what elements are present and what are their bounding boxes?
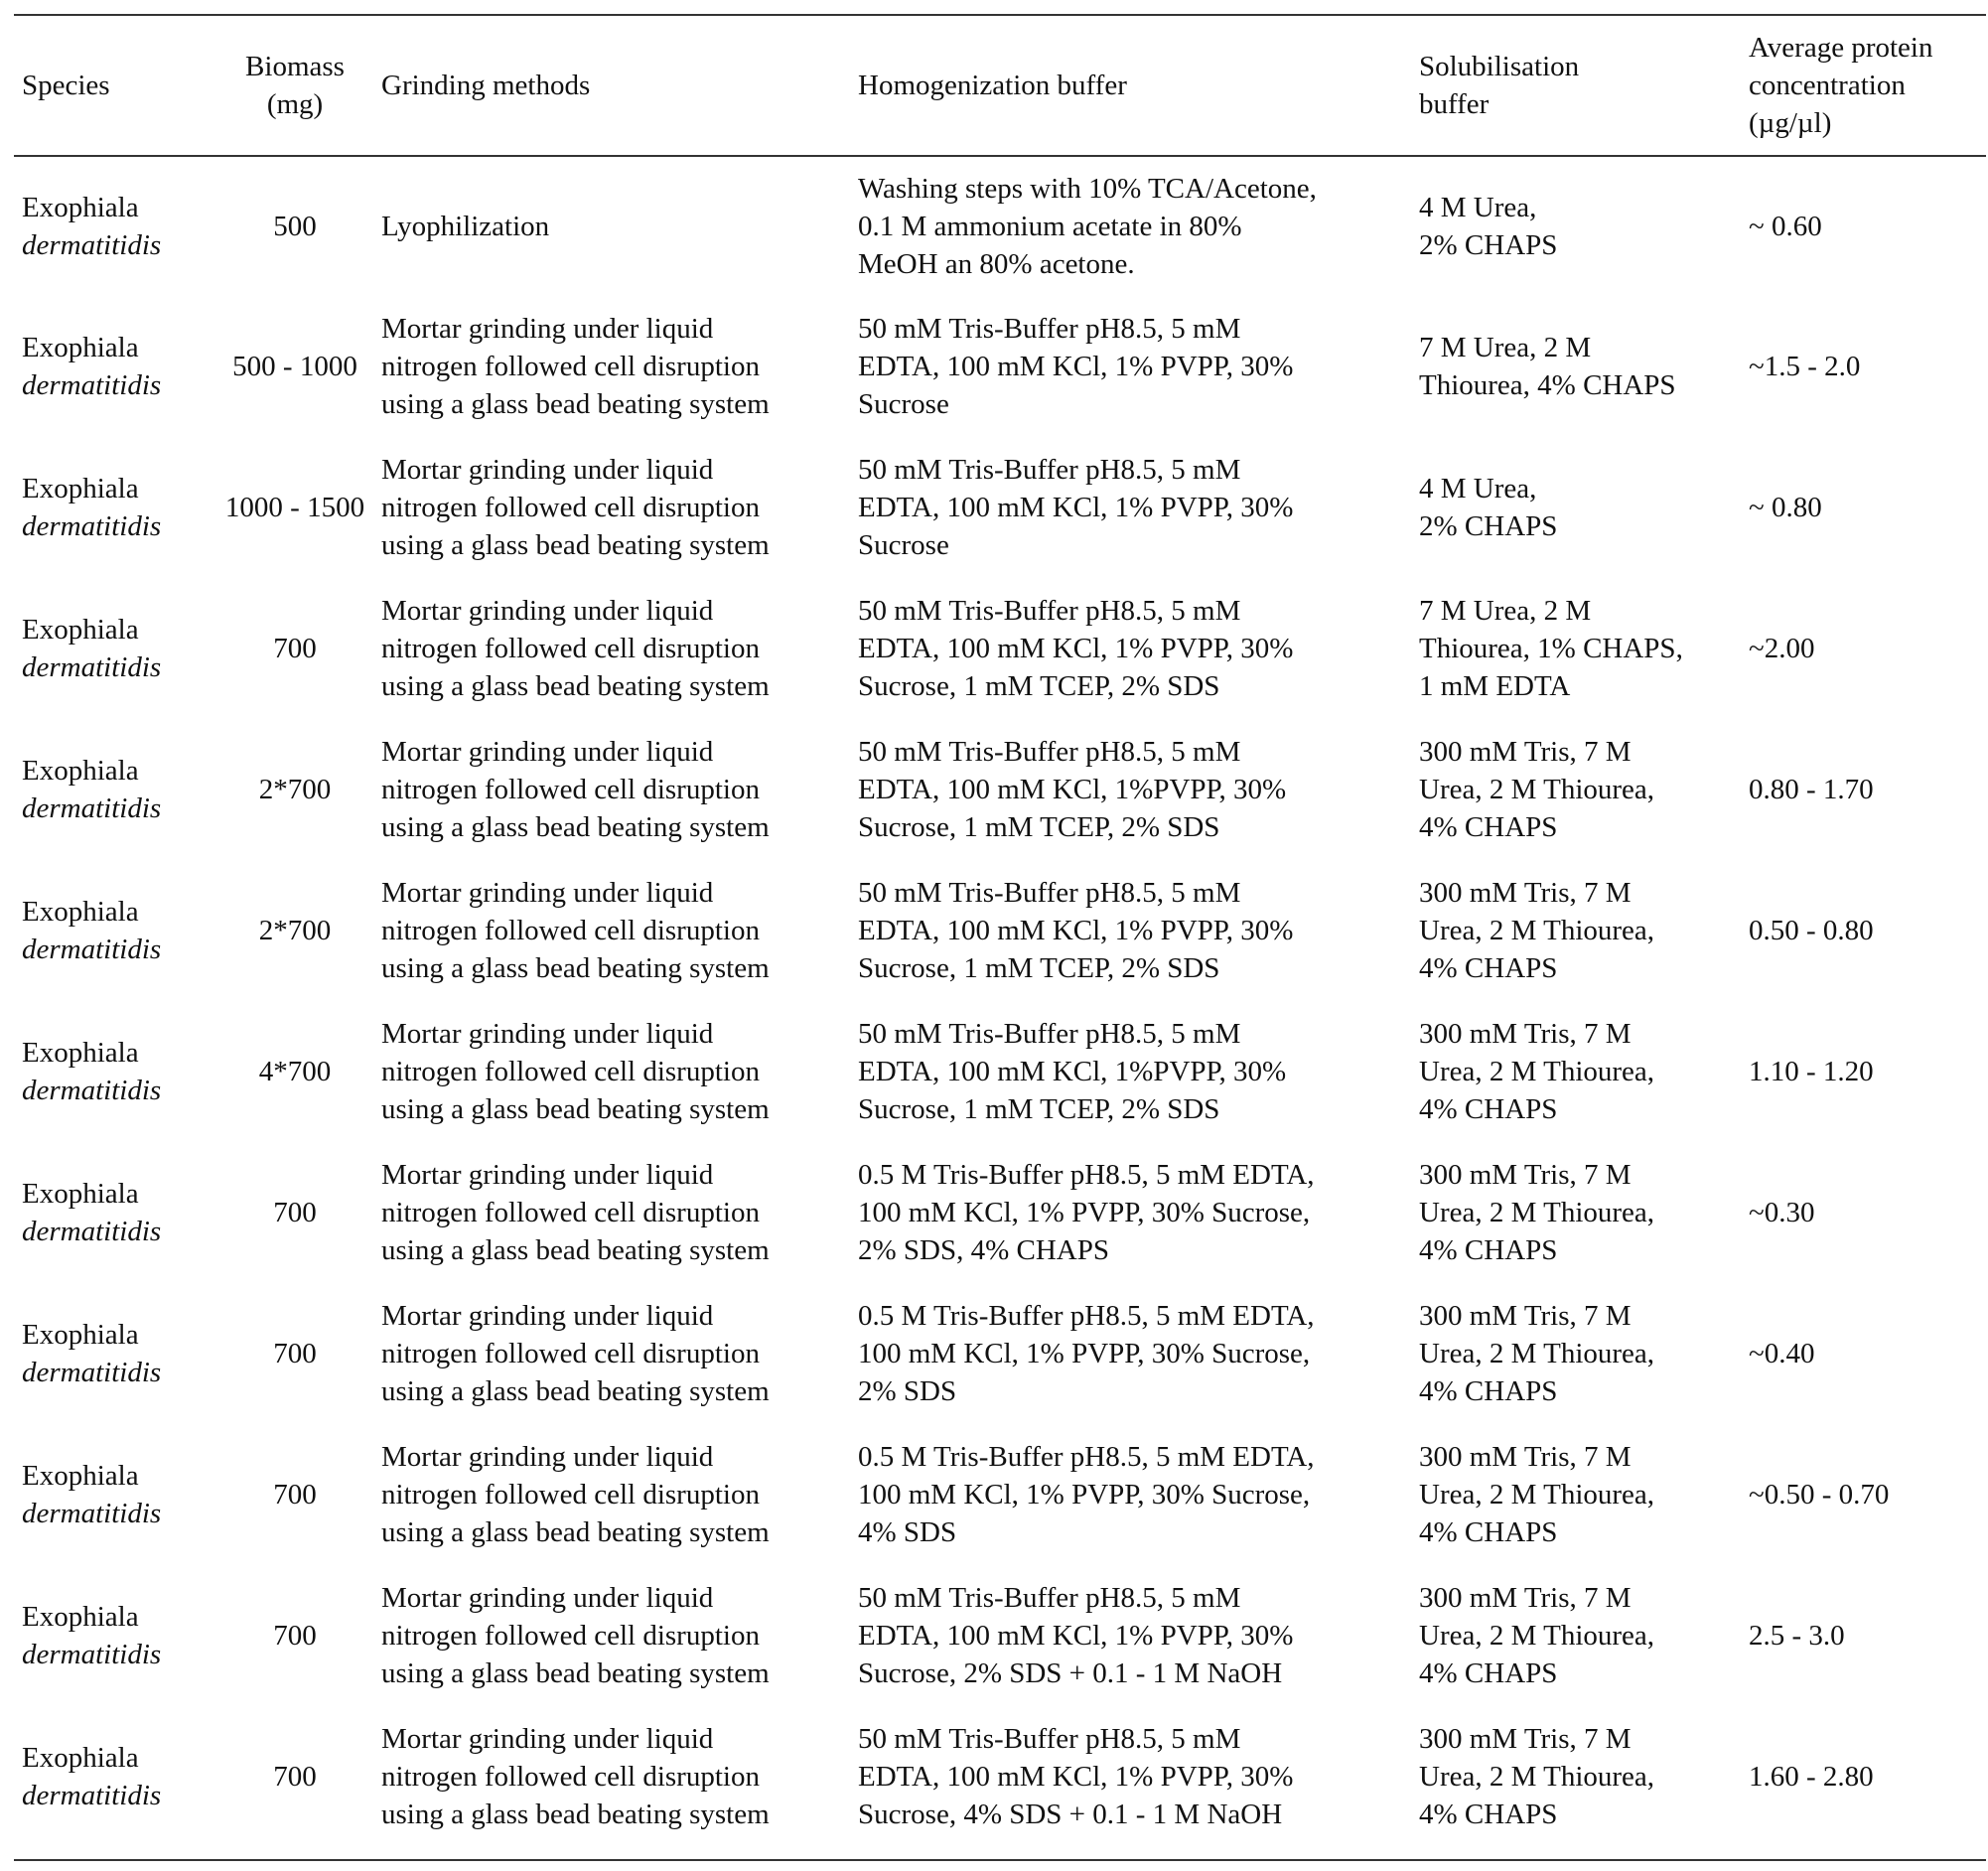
cell-solubilisation-buffer [1419,1142,1752,1283]
species-epithet: dermatitidis [22,229,162,261]
cell-solubilisation-buffer [1419,1001,1752,1142]
cell-grinding-method [381,1283,858,1424]
cell-solubilisation-buffer [1419,860,1752,1001]
cell-grinding-method-text: Mortar grinding under liquid nitrogen followed cell disruption using a glass bead beating system [381,595,770,702]
cell-biomass [211,719,379,860]
species-epithet: dermatitidis [22,1780,162,1811]
cell-solubilisation-buffer [1419,1706,1752,1847]
table-body [14,157,1986,1847]
cell-homogenization-buffer-text: 50 mM Tris-Buffer pH8.5, 5 mM EDTA, 100 mM KCl, 1% PVPP, 30% Sucrose, 4% SDS + 0.1 - 1 M NaOH [858,1723,1294,1830]
species-genus: Exophiala [22,1037,139,1069]
cell-protein-concentration [1749,1424,1986,1565]
cell-species [22,578,211,719]
header-homogenization-buffer: Homogenization buffer [858,70,1127,101]
species-genus: Exophiala [22,1601,139,1633]
cell-homogenization-buffer [858,1283,1424,1424]
table-header [14,16,1986,155]
species-genus: Exophiala [22,1319,139,1351]
cell-biomass-text: 700 [273,1197,317,1228]
cell-solubilisation-buffer-text: 4 M Urea, 2% CHAPS [1419,473,1558,542]
cell-biomass [211,860,379,1001]
cell-grinding-method-text: Mortar grinding under liquid nitrogen followed cell disruption using a glass bead beating system [381,454,770,561]
species-epithet: dermatitidis [22,1498,162,1529]
cell-protein-concentration [1749,1283,1986,1424]
cell-grinding-method-text: Mortar grinding under liquid nitrogen followed cell disruption using a glass bead beating system [381,1018,770,1125]
table-row [14,1283,1986,1424]
cell-protein-concentration-text: ~2.00 [1749,633,1815,664]
cell-homogenization-buffer-text: 50 mM Tris-Buffer pH8.5, 5 mM EDTA, 100 mM KCl, 1%PVPP, 30% Sucrose, 1 mM TCEP, 2% SDS [858,1018,1287,1125]
table-row [14,437,1986,578]
cell-homogenization-buffer [858,719,1424,860]
cell-homogenization-buffer-text: 50 mM Tris-Buffer pH8.5, 5 mM EDTA, 100 mM KCl, 1% PVPP, 30% Sucrose [858,313,1294,420]
cell-solubilisation-buffer-text: 7 M Urea, 2 M Thiourea, 4% CHAPS [1419,332,1676,401]
cell-homogenization-buffer [858,437,1424,578]
cell-protein-concentration-text: ~ 0.80 [1749,492,1822,523]
species-genus: Exophiala [22,1178,139,1210]
cell-biomass [211,1706,379,1847]
cell-biomass-text: 500 - 1000 [232,351,357,382]
cell-protein-concentration [1749,1001,1986,1142]
species-epithet: dermatitidis [22,1639,162,1670]
cell-homogenization-buffer-text: 50 mM Tris-Buffer pH8.5, 5 mM EDTA, 100 mM KCl, 1% PVPP, 30% Sucrose [858,454,1294,561]
cell-grinding-method-text: Mortar grinding under liquid nitrogen followed cell disruption using a glass bead beating system [381,313,770,420]
cell-solubilisation-buffer-text: 300 mM Tris, 7 M Urea, 2 M Thiourea, 4% CHAPS [1419,1018,1655,1125]
cell-protein-concentration-text: 0.80 - 1.70 [1749,774,1874,805]
cell-species [22,1001,211,1142]
cell-biomass-text: 700 [273,1620,317,1652]
cell-solubilisation-buffer-text: 300 mM Tris, 7 M Urea, 2 M Thiourea, 4% CHAPS [1419,877,1655,984]
cell-grinding-method-text: Mortar grinding under liquid nitrogen followed cell disruption using a glass bead beating system [381,877,770,984]
cell-grinding-method [381,1565,858,1706]
cell-biomass [211,578,379,719]
header-solubilisation-buffer: Solubilisation buffer [1419,51,1580,120]
table-row [14,296,1986,437]
cell-biomass-text: 1000 - 1500 [224,492,365,523]
cell-solubilisation-buffer [1419,157,1752,296]
cell-species [22,157,211,296]
cell-solubilisation-buffer-text: 7 M Urea, 2 M Thiourea, 1% CHAPS, 1 mM EDTA [1419,595,1683,702]
table-row [14,1001,1986,1142]
header-species: Species [22,70,110,101]
cell-solubilisation-buffer [1419,1565,1752,1706]
cell-solubilisation-buffer-text: 300 mM Tris, 7 M Urea, 2 M Thiourea, 4% CHAPS [1419,1582,1655,1689]
cell-grinding-method [381,1706,858,1847]
cell-solubilisation-buffer-text: 300 mM Tris, 7 M Urea, 2 M Thiourea, 4% CHAPS [1419,1300,1655,1407]
cell-solubilisation-buffer-text: 300 mM Tris, 7 M Urea, 2 M Thiourea, 4% CHAPS [1419,1159,1655,1266]
cell-protein-concentration [1749,1142,1986,1283]
table-row [14,1706,1986,1847]
header-average-protein-concentration: Average protein concentration (µg/µl) [1749,32,1933,139]
species-genus: Exophiala [22,896,139,928]
table-row [14,719,1986,860]
cell-solubilisation-buffer-text: 300 mM Tris, 7 M Urea, 2 M Thiourea, 4% CHAPS [1419,736,1655,843]
cell-homogenization-buffer-text: 0.5 M Tris-Buffer pH8.5, 5 mM EDTA, 100 mM KCl, 1% PVPP, 30% Sucrose, 2% SDS, 4% CHAPS [858,1159,1315,1266]
header-grinding-methods: Grinding methods [381,70,591,101]
cell-biomass [211,1283,379,1424]
cell-homogenization-buffer [858,1001,1424,1142]
cell-species [22,1424,211,1565]
cell-solubilisation-buffer [1419,1283,1752,1424]
cell-solubilisation-buffer-text: 300 mM Tris, 7 M Urea, 2 M Thiourea, 4% CHAPS [1419,1441,1655,1548]
cell-grinding-method-text: Mortar grinding under liquid nitrogen followed cell disruption using a glass bead beating system [381,1441,770,1548]
cell-homogenization-buffer [858,1565,1424,1706]
cell-solubilisation-buffer [1419,437,1752,578]
species-epithet: dermatitidis [22,510,162,542]
cell-grinding-method [381,157,858,296]
cell-species [22,296,211,437]
cell-homogenization-buffer-text: 50 mM Tris-Buffer pH8.5, 5 mM EDTA, 100 mM KCl, 1% PVPP, 30% Sucrose, 1 mM TCEP, 2% SDS [858,877,1294,984]
cell-homogenization-buffer-text: 0.5 M Tris-Buffer pH8.5, 5 mM EDTA, 100 mM KCl, 1% PVPP, 30% Sucrose, 2% SDS [858,1300,1315,1407]
cell-protein-concentration [1749,1565,1986,1706]
cell-solubilisation-buffer [1419,719,1752,860]
cell-homogenization-buffer-text: 50 mM Tris-Buffer pH8.5, 5 mM EDTA, 100 mM KCl, 1% PVPP, 30% Sucrose, 1 mM TCEP, 2% SDS [858,595,1294,702]
species-genus: Exophiala [22,473,139,504]
cell-grinding-method-text: Mortar grinding under liquid nitrogen followed cell disruption using a glass bead beating system [381,1300,770,1407]
cell-homogenization-buffer-text: 50 mM Tris-Buffer pH8.5, 5 mM EDTA, 100 mM KCl, 1%PVPP, 30% Sucrose, 1 mM TCEP, 2% SDS [858,736,1287,843]
cell-grinding-method [381,860,858,1001]
cell-homogenization-buffer [858,860,1424,1001]
cell-grinding-method-text: Mortar grinding under liquid nitrogen followed cell disruption using a glass bead beating system [381,1159,770,1266]
cell-grinding-method [381,296,858,437]
cell-biomass [211,1424,379,1565]
cell-grinding-method-text: Mortar grinding under liquid nitrogen followed cell disruption using a glass bead beating system [381,1582,770,1689]
table-row [14,1142,1986,1283]
cell-grinding-method-text: Lyophilization [381,211,550,242]
cell-grinding-method [381,1424,858,1565]
cell-protein-concentration-text: 2.5 - 3.0 [1749,1620,1845,1652]
cell-grinding-method [381,719,858,860]
cell-species [22,1565,211,1706]
table-row [14,1565,1986,1706]
table-row [14,578,1986,719]
cell-homogenization-buffer [858,1706,1424,1847]
species-epithet: dermatitidis [22,369,162,401]
header-biomass: Biomass (mg) [245,51,345,120]
cell-biomass [211,1001,379,1142]
cell-biomass [211,437,379,578]
cell-biomass-text: 4*700 [258,1056,332,1087]
cell-solubilisation-buffer [1419,1424,1752,1565]
cell-homogenization-buffer [858,296,1424,437]
cell-biomass [211,296,379,437]
cell-protein-concentration [1749,437,1986,578]
cell-grinding-method [381,578,858,719]
cell-homogenization-buffer [858,578,1424,719]
cell-species [22,860,211,1001]
cell-protein-concentration-text: ~0.50 - 0.70 [1749,1479,1890,1511]
species-epithet: dermatitidis [22,651,162,683]
cell-biomass-text: 2*700 [258,774,332,805]
cell-species [22,437,211,578]
species-epithet: dermatitidis [22,1357,162,1388]
cell-protein-concentration-text: ~ 0.60 [1749,211,1822,242]
cell-homogenization-buffer [858,1424,1424,1565]
cell-protein-concentration [1749,719,1986,860]
table-bottom-rule [14,1859,1986,1861]
cell-protein-concentration-text: ~0.30 [1749,1197,1815,1228]
cell-grinding-method [381,437,858,578]
cell-homogenization-buffer-text: Washing steps with 10% TCA/Acetone, 0.1 M ammonium acetate in 80% MeOH an 80% acetone. [858,173,1317,280]
species-epithet: dermatitidis [22,1216,162,1247]
cell-protein-concentration-text: 1.60 - 2.80 [1749,1761,1874,1793]
cell-protein-concentration [1749,578,1986,719]
cell-solubilisation-buffer [1419,296,1752,437]
species-genus: Exophiala [22,1742,139,1774]
cell-biomass-text: 700 [273,633,317,664]
cell-species [22,719,211,860]
cell-biomass-text: 500 [273,211,317,242]
cell-homogenization-buffer [858,1142,1424,1283]
species-genus: Exophiala [22,1460,139,1492]
cell-protein-concentration [1749,157,1986,296]
species-genus: Exophiala [22,755,139,787]
cell-solubilisation-buffer [1419,578,1752,719]
cell-biomass [211,1142,379,1283]
cell-species [22,1706,211,1847]
cell-biomass-text: 700 [273,1338,317,1369]
cell-species [22,1142,211,1283]
cell-biomass [211,1565,379,1706]
table-row [14,157,1986,296]
cell-grinding-method-text: Mortar grinding under liquid nitrogen followed cell disruption using a glass bead beating system [381,1723,770,1830]
cell-grinding-method [381,1001,858,1142]
table-row [14,860,1986,1001]
cell-protein-concentration [1749,1706,1986,1847]
cell-protein-concentration-text: ~0.40 [1749,1338,1815,1369]
cell-protein-concentration [1749,296,1986,437]
cell-homogenization-buffer-text: 50 mM Tris-Buffer pH8.5, 5 mM EDTA, 100 mM KCl, 1% PVPP, 30% Sucrose, 2% SDS + 0.1 - 1 M NaOH [858,1582,1294,1689]
species-epithet: dermatitidis [22,792,162,824]
cell-biomass-text: 700 [273,1479,317,1511]
species-genus: Exophiala [22,332,139,363]
cell-biomass-text: 700 [273,1761,317,1793]
cell-solubilisation-buffer-text: 300 mM Tris, 7 M Urea, 2 M Thiourea, 4% CHAPS [1419,1723,1655,1830]
species-epithet: dermatitidis [22,1075,162,1106]
species-epithet: dermatitidis [22,934,162,965]
cell-protein-concentration-text: 1.10 - 1.20 [1749,1056,1874,1087]
cell-protein-concentration [1749,860,1986,1001]
cell-homogenization-buffer-text: 0.5 M Tris-Buffer pH8.5, 5 mM EDTA, 100 mM KCl, 1% PVPP, 30% Sucrose, 4% SDS [858,1441,1315,1548]
table-row [14,1424,1986,1565]
cell-protein-concentration-text: 0.50 - 0.80 [1749,915,1874,946]
cell-grinding-method-text: Mortar grinding under liquid nitrogen followed cell disruption using a glass bead beating system [381,736,770,843]
cell-biomass [211,157,379,296]
cell-protein-concentration-text: ~1.5 - 2.0 [1749,351,1861,382]
cell-species [22,1283,211,1424]
cell-homogenization-buffer [858,157,1424,296]
cell-biomass-text: 2*700 [258,915,332,946]
cell-grinding-method [381,1142,858,1283]
cell-solubilisation-buffer-text: 4 M Urea, 2% CHAPS [1419,192,1558,261]
species-genus: Exophiala [22,614,139,646]
species-genus: Exophiala [22,192,139,223]
